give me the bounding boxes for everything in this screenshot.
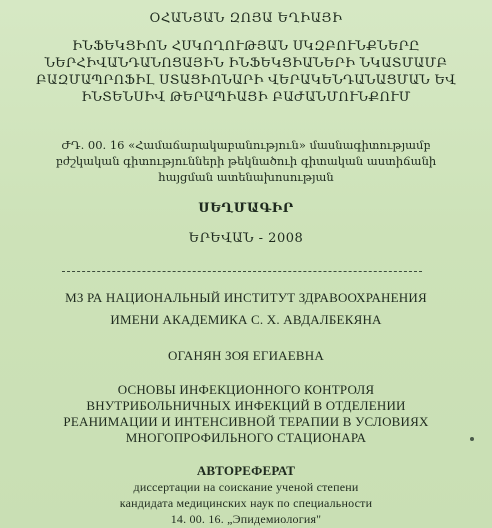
armenian-author: ՕՀԱՆՅԱՆ ԶՈՅԱ ԵՂԻԱՅԻ [149, 11, 343, 26]
russian-title-line-2: ВНУТРИБОЛЬНИЧНЫХ ИНФЕКЦИЙ В ОТДЕЛЕНИИ [86, 398, 406, 413]
russian-title-line-4: МНОГОПРОФИЛЬНОГО СТАЦИОНАРА [125, 430, 367, 445]
armenian-city-year: ԵՐԵՎԱՆ - 2008 [188, 231, 304, 246]
russian-details-line-1: диссертации на соискание ученой степени [133, 480, 359, 494]
armenian-genre: ՍԵՂՄԱԳԻՐ [198, 201, 294, 216]
dashed-divider [62, 271, 422, 272]
armenian-title-line-2: ՆԵՐՀԻՎԱՆԴԱՆՈՑԱՅԻՆ ԻՆՖԵԿՑԻԱՆԵՐԻ ՆԿԱՏՄԱՄԲ [44, 56, 448, 71]
russian-details-line-3: 14. 00. 16. „Эпидемиология" [170, 512, 322, 526]
paper-speck [470, 437, 474, 441]
russian-title-line-1: ОСНОВЫ ИНФЕКЦИОННОГО КОНТРОЛЯ [117, 382, 375, 397]
armenian-title-line-3: ԲԱԶՄԱՊՐՈՖԻԼ ՍՏԱՑԻՈՆԱՐԻ ՎԵՐԱԿԵՆԴԱՆԱՑՄԱՆ ԵՎ [36, 73, 456, 88]
russian-author: ОГАНЯН ЗОЯ ЕГИАЕВНА [168, 348, 324, 363]
armenian-title-line-1: ԻՆՖԵԿՑԻՈՆ ՀՍԿՈՂՈՒԹՅԱՆ ՍԿԶԲՈՒՆՔՆԵՐԸ [72, 39, 420, 54]
russian-institute-line-1: МЗ РА НАЦИОНАЛЬНЫЙ ИНСТИТУТ ЗДРАВООХРАНЕНИЯ [65, 290, 427, 305]
armenian-specialty-line-2: բժշկական գիտությունների թեկնածուի գիտական աստիճանի [55, 154, 437, 168]
russian-title-line-3: РЕАНИМАЦИИ И ИНТЕНСИВНОЙ ТЕРАПИИ В УСЛОВИЯХ [63, 414, 429, 429]
armenian-title-line-4: ԻՆՏԵՆՍԻՎ ԹԵՐԱՊԻԱՅԻ ԲԱԺԱՆՄՈՒՆՔՈՒՄ [81, 90, 411, 105]
russian-institute-line-2: ИМЕНИ АКАДЕМИКА С. Х. АВДАЛБЕКЯНА [110, 312, 382, 327]
russian-details-line-2: кандидата медицинских наук по специальности [119, 496, 373, 510]
russian-genre: АВТОРЕФЕРАТ [196, 463, 296, 478]
armenian-specialty-line-1: ԺԴ. 00. 16 «Համաճարակաբանություն» մասնագիտությամբ [61, 138, 431, 152]
armenian-specialty-line-3: հայցման ատենախոսության [158, 170, 334, 184]
